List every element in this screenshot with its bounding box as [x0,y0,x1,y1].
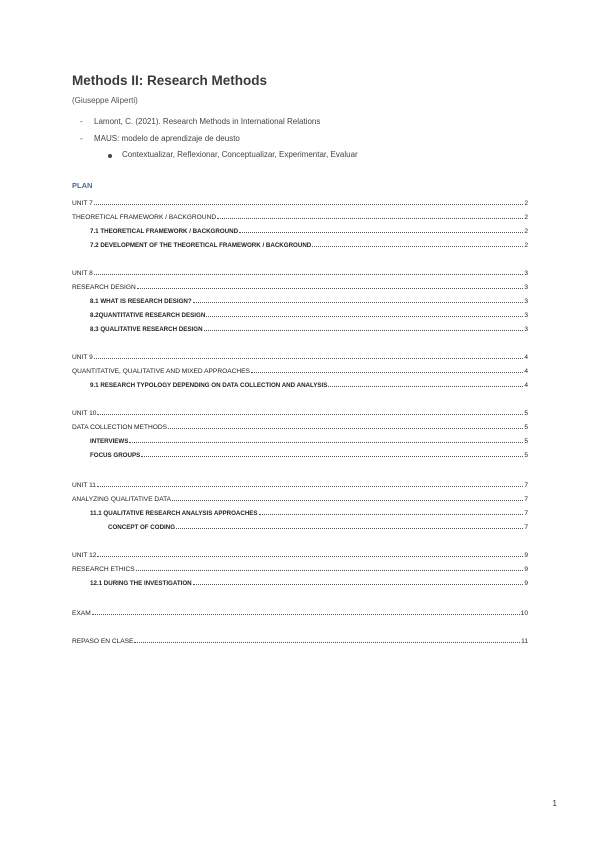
toc-dot-leader [97,556,523,557]
toc-dot-leader [259,514,524,515]
sub-reference-item: Contextualizar, Reflexionar, Conceptualizar, Experimentar, Evaluar [122,150,358,159]
toc-dot-leader [134,642,520,643]
toc-entry-title: UNIT 10 [72,410,97,417]
toc-dot-leader [172,500,523,501]
toc-entry[interactable] [90,576,528,587]
toc-entry-title: UNIT 12 [72,552,97,559]
toc-entry[interactable] [90,322,528,333]
toc-dot-leader [94,274,524,275]
toc-entry-page: 5 [524,410,528,417]
toc-entry-title: UNIT 11 [72,482,96,489]
toc-entry-title: DATA COLLECTION METHODS [72,424,168,431]
toc-entry-page: 7 [524,496,528,503]
toc-entry-page: 3 [524,270,528,277]
toc-entry-title: INTERVIEWS [90,438,129,445]
toc-entry-title: EXAM [72,610,91,617]
toc-dot-leader [217,218,523,219]
toc-entry-page: 2 [524,228,528,235]
toc-dot-leader [97,414,523,415]
toc-entry[interactable] [72,210,528,221]
toc-entry-title: 7.1 THEORETICAL FRAMEWORK / BACKGROUND [90,228,239,235]
bullet-icon [108,154,112,158]
toc-entry-title: QUANTITATIVE, QUALITATIVE AND MIXED APPROACHES [72,368,250,375]
toc-entry-title: 11.1 QUALITATIVE RESEARCH ANALYSIS APPROACHES [90,510,258,517]
toc-entry-title: 9.1 RESEARCH TYPOLOGY DEPENDING ON DATA COLLECTION AND ANALYSIS [90,382,328,389]
toc-entry-page: 9 [524,552,528,559]
toc-entry[interactable] [72,196,528,207]
toc-dot-leader [97,486,523,487]
plan-heading: PLAN [72,181,93,190]
toc-entry[interactable] [72,492,528,503]
toc-entry[interactable] [90,378,528,389]
toc-entry[interactable] [72,606,528,617]
toc-dot-leader [168,428,523,429]
reference-item: MAUS: modelo de aprendizaje de deusto [94,134,240,143]
toc-entry[interactable] [72,478,528,489]
toc-entry-page: 5 [524,438,528,445]
toc-entry-title: 8.2QUANTITATIVE RESEARCH DESIGN [90,312,206,319]
toc-entry[interactable] [90,308,528,319]
toc-dot-leader [176,528,523,529]
toc-dot-leader [328,386,523,387]
toc-entry[interactable] [72,280,528,291]
toc-dot-leader [137,288,524,289]
toc-dot-leader [92,614,520,615]
toc-entry-title: REPASO EN CLASE [72,638,134,645]
toc-entry-page: 11 [521,638,528,645]
toc-entry-page: 2 [524,200,528,207]
toc-dot-leader [136,570,524,571]
toc-entry-title: THEORETICAL FRAMEWORK / BACKGROUND [72,214,217,221]
reference-item: Lamont, C. (2021). Research Methods in International Relations [94,117,321,126]
toc-entry-page: 5 [524,424,528,431]
document-author: (Giuseppe Aliperti) [72,96,138,105]
dash-marker: - [80,134,83,143]
toc-dot-leader [193,302,524,303]
toc-entry-title: 7.2 DEVELOPMENT OF THE THEORETICAL FRAMEWORK / BACKGROUND [90,242,312,249]
toc-entry-title: RESEARCH ETHICS [72,566,135,573]
toc-entry-page: 9 [524,566,528,573]
toc-dot-leader [206,316,523,317]
toc-dot-leader [251,372,523,373]
toc-entry-page: 2 [524,242,528,249]
toc-entry-title: ANALYZING QUALITATIVE DATA [72,496,172,503]
toc-entry-page: 9 [524,580,528,587]
toc-entry-title: 8.3 QUALITATIVE RESEARCH DESIGN [90,326,203,333]
toc-entry-page: 10 [520,610,528,617]
toc-entry-page: 3 [524,284,528,291]
toc-dot-leader [193,584,524,585]
toc-entry-page: 3 [524,326,528,333]
toc-entry-page: 2 [524,214,528,221]
toc-entry[interactable] [72,350,528,361]
toc-entry-page: 3 [524,312,528,319]
toc-entry-page: 5 [524,452,528,459]
toc-entry-title: 12.1 DURING THE INVESTIGATION [90,580,192,587]
toc-entry-title: CONCEPT OF CODING [108,524,176,531]
toc-entry[interactable] [90,434,528,445]
toc-entry[interactable] [90,448,528,459]
toc-dot-leader [94,204,524,205]
dash-marker: - [80,117,83,126]
toc-entry-page: 7 [524,482,528,489]
toc-dot-leader [204,330,524,331]
toc-entry[interactable] [90,506,528,517]
toc-entry-title: FOCUS GROUPS [90,452,141,459]
toc-entry[interactable] [72,548,528,559]
toc-entry-title: UNIT 7 [72,200,93,207]
page-number: 1 [552,799,557,808]
toc-dot-leader [141,456,523,457]
toc-entry[interactable] [72,634,528,645]
toc-entry[interactable] [72,266,528,277]
toc-entry-page: 3 [524,298,528,305]
toc-entry-title: RESEARCH DESIGN [72,284,136,291]
toc-entry-title: UNIT 8 [72,270,93,277]
toc-entry[interactable] [90,294,528,305]
toc-entry[interactable] [72,562,528,573]
toc-entry[interactable] [108,520,528,531]
toc-dot-leader [129,442,523,443]
toc-entry[interactable] [90,238,528,249]
document-title: Methods II: Research Methods [72,73,268,88]
toc-entry-title: UNIT 9 [72,354,93,361]
toc-entry-page: 4 [524,354,528,361]
toc-entry[interactable] [72,420,528,431]
toc-dot-leader [239,232,523,233]
toc-entry-page: 7 [524,524,528,531]
toc-dot-leader [312,246,523,247]
toc-entry-page: 7 [524,510,528,517]
toc-entry[interactable] [72,364,528,375]
toc-entry-page: 4 [524,382,528,389]
toc-entry[interactable] [90,224,528,235]
toc-entry[interactable] [72,406,528,417]
toc-entry-title: 8.1 WHAT IS RESEARCH DESIGN? [90,298,192,305]
toc-dot-leader [94,358,524,359]
toc-entry-page: 4 [524,368,528,375]
